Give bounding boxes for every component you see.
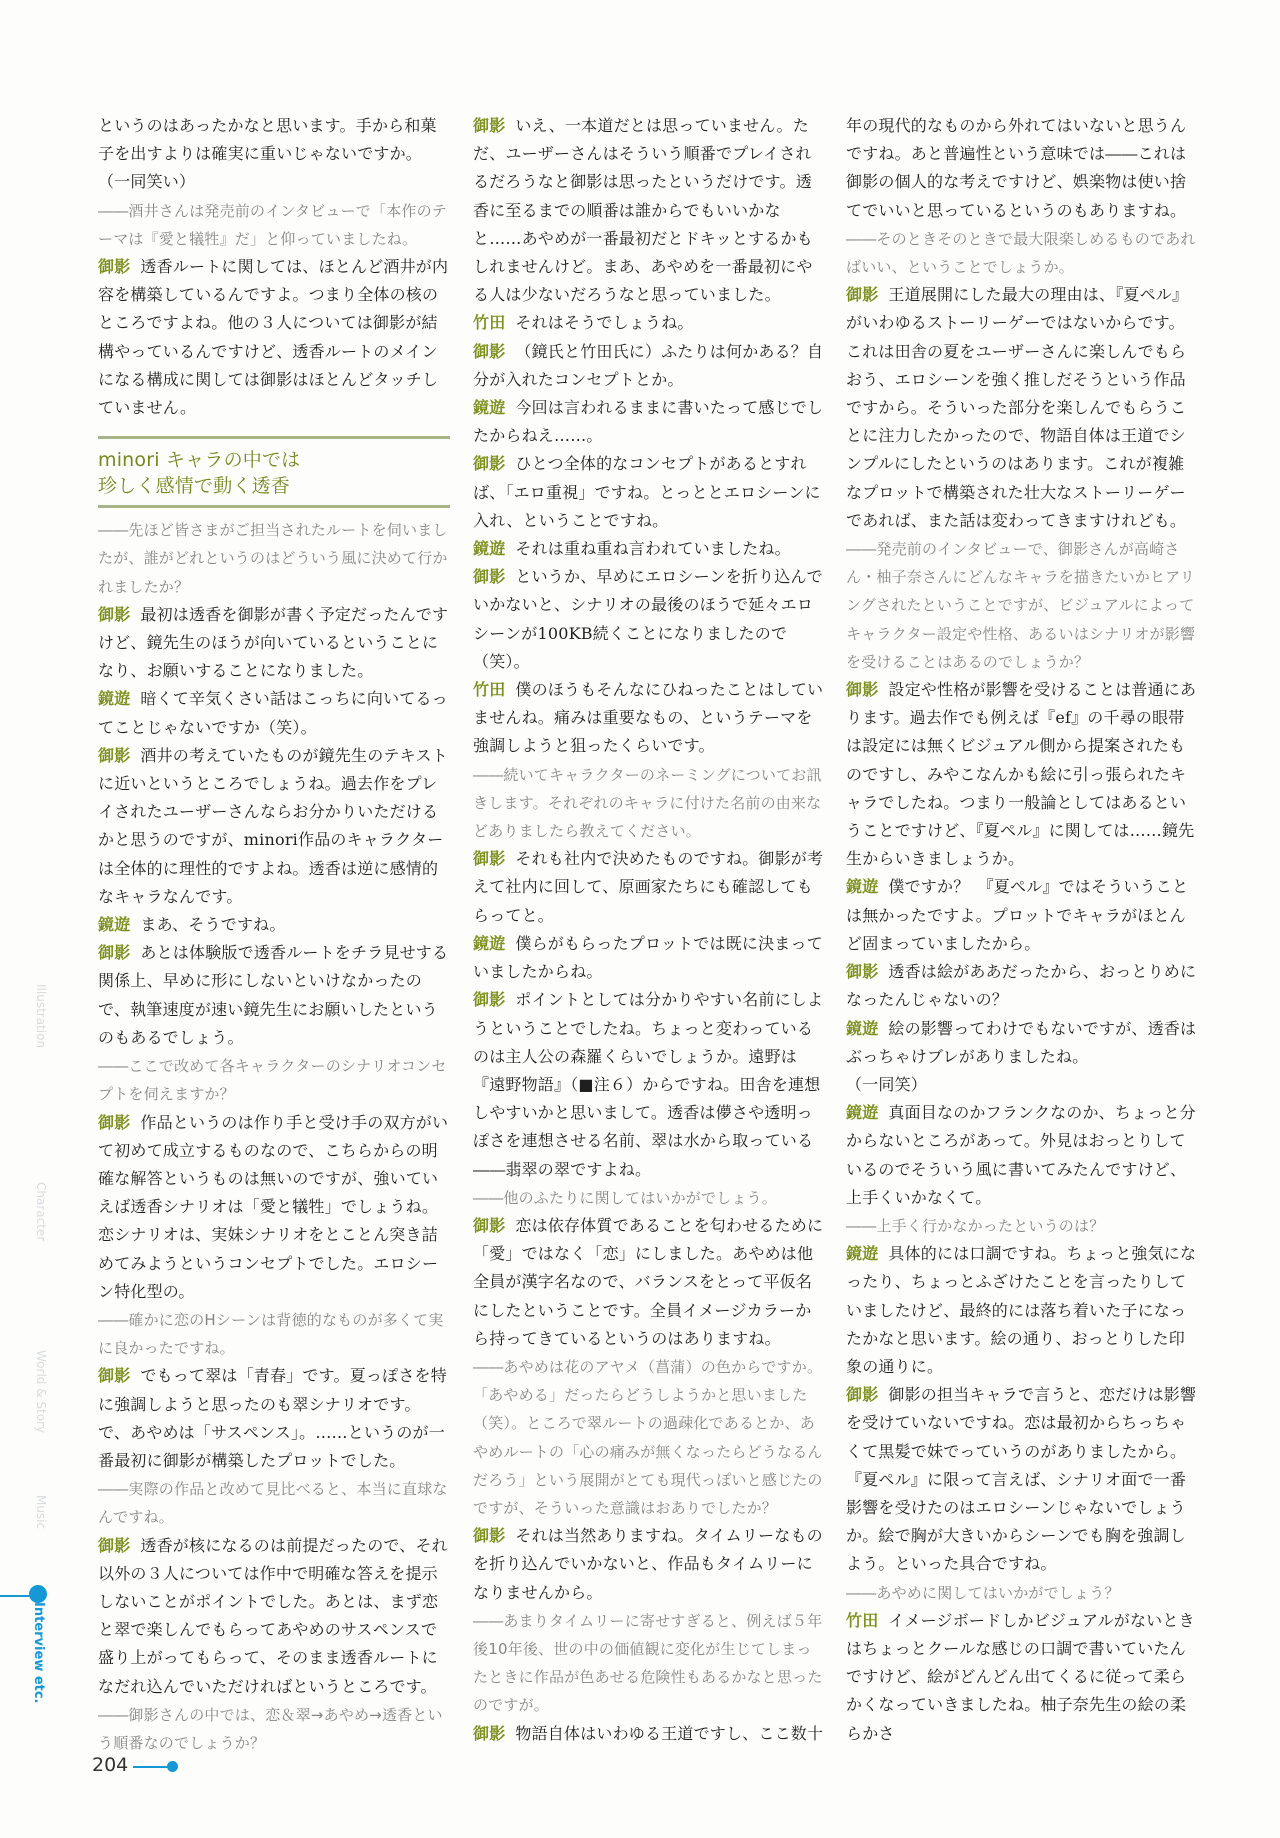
speaker-paragraph: [473, 535, 825, 563]
interviewer-question: ――そのときそのときで最大限楽しめるものであればいい、ということでしょうか。: [846, 229, 1196, 277]
speaker-name: 鏡遊: [846, 1103, 879, 1123]
speaker-text: 僕のほうもそんなにひねったことはしていませんね。痛みは重要なもの、というテーマを強調しようと狙ったくらいです。: [473, 680, 824, 756]
speaker-paragraph: [98, 1362, 450, 1475]
speaker-paragraph: [473, 1212, 825, 1353]
sidebar-active-dot-icon: [29, 1585, 47, 1603]
speaker-paragraph: [473, 676, 825, 761]
speaker-text: イメージボードしかビジュアルがないときはちょっとクールな感じの口調で書いていたんですけど、絵がどんどん出てくるに従って柔らかくなっていきましたね。柚子奈先生の絵の柔らかさ: [846, 1610, 1195, 1743]
speaker-paragraph: [846, 1015, 1198, 1071]
speaker-paragraph: [473, 986, 825, 1183]
interviewer-question: ――実際の作品と改めて見比べると、本当に直球なんですね。: [98, 1480, 448, 1527]
speaker-text: でもって翠は「青春」です。夏っぽさを特に強調しようと思ったのも翠シナリオです。で、あやめは「サスペンス」。……というのが一番最初に御影が構築したプロットでした。: [98, 1366, 447, 1470]
speaker-name: 鏡遊: [846, 877, 879, 897]
speaker-text: ポイントとしては分かりやすい名前にしようということでしたね。ちょっと変わっているのは主人公の森羅くらいでしょうか。遠野は『遠野物語』（■注６）からですね。田舎を連想しやすいかと思いまして。透香は儚さや透明っぽさを連想させる名前、翠は水から取っている――翡翠の翠ですよね。: [473, 990, 824, 1179]
sidebar-tab-world-story[interactable]: World & Story: [34, 1350, 48, 1434]
speaker-text: それは重ね重ね言われていましたね。: [515, 539, 791, 559]
speaker-name: 鏡遊: [98, 915, 131, 935]
speaker-name: 御影: [473, 1215, 506, 1235]
speaker-text: 物語自体はいわゆる王道ですし、ここ数十: [515, 1723, 824, 1743]
interviewer-question: ――他のふたりに関してはいかがでしょう。: [473, 1188, 778, 1207]
speaker-paragraph: [473, 1720, 825, 1748]
speaker-text: 透香ルートに関しては、ほとんど酒井が内容を構築しているんですよ。つまり全体の核のところですよね。他の３人については御影が結構やっているんですけど、透香ルートのメインになる構成に関しては御影はほとんどタッチしていません。: [98, 257, 449, 418]
sidebar-tab-character[interactable]: Character: [34, 1182, 48, 1242]
speaker-text: 僕らがもらったプロットでは既に決まっていましたからね。: [473, 933, 823, 982]
speaker-paragraph: [473, 1522, 825, 1607]
column-middle: [473, 112, 825, 1748]
speaker-name: 竹田: [473, 313, 506, 333]
paragraph: というのはあったかなと思います。手から和菓子を出すよりは確実に重いじゃないですか。: [98, 116, 437, 164]
speaker-paragraph: [473, 338, 825, 394]
section-heading: [98, 436, 450, 508]
speaker-name: 御影: [846, 285, 879, 305]
section-heading-line: 珍しく感情で動く透香: [98, 475, 291, 498]
section-heading-line: minori キャラの中では: [98, 449, 301, 472]
speaker-paragraph: [846, 1099, 1198, 1212]
speaker-name: 御影: [473, 1526, 506, 1546]
speaker-text: それはそうでしょうね。: [515, 313, 694, 333]
speaker-text: 真面目なのかフランクなのか、ちょっと分からないところがあって。外見はおっとりしているのでそういう風に書いてみたんですけど、上手くいかなくて。: [846, 1103, 1196, 1207]
interviewer-question: ――御影さんの中では、恋＆翠→あやめ→透香という順番なのでしょうか？: [98, 1705, 443, 1752]
page-number: 204: [92, 1754, 129, 1776]
column-right: [846, 112, 1198, 1748]
speaker-name: 御影: [98, 1535, 131, 1555]
speaker-name: 御影: [473, 341, 506, 361]
sidebar-active-line: [0, 1595, 32, 1597]
speaker-paragraph: [473, 930, 825, 986]
speaker-name: 御影: [98, 1366, 131, 1386]
interviewer-question: ――あやめは花のアヤメ（菖蒲）の色からですか。「あやめる」だったらどうしようかと思いました（笑）。ところで翠ルートの過疎化であるとか、あやめルートの「心の痛みが無くなったらどうなるんだろう」という展開がとても現代っぽいと感じたのですが、そういった意識はおありでしたか？: [473, 1357, 823, 1517]
speaker-name: 御影: [98, 943, 131, 963]
sidebar-tab-interview[interactable]: Interview etc.: [31, 1602, 46, 1704]
speaker-text: 今回は言われるままに書いたって感じでしたからねえ……。: [473, 398, 824, 446]
speaker-paragraph: [473, 845, 825, 930]
speaker-name: 鏡遊: [473, 933, 506, 953]
interviewer-question: ――続いてキャラクターのネーミングについてお訊きします。それぞれのキャラに付けた名前の由来などありましたら教えてください。: [473, 765, 822, 841]
speaker-paragraph: [98, 253, 450, 422]
speaker-paragraph: [846, 873, 1198, 958]
speaker-text: 絵の影響ってわけでもないですが、透香はぶっちゃけブレがありましたね。: [846, 1018, 1197, 1066]
speaker-paragraph: [473, 309, 825, 337]
speaker-name: 御影: [473, 567, 506, 587]
paragraph: （一同笑い）: [98, 172, 196, 192]
interviewer-question: ――発売前のインタビューで、御影さんが高崎さん・柚子奈さんにどんなキャラを描きたいかヒアリングされたということですが、ビジュアルによってキャラクター設定や性格、あるいはシナリオが影響を受けることはあるのでしょうか？: [846, 540, 1196, 671]
speaker-text: あとは体験版で透香ルートをチラ見せする関係上、早めに形にしないといけなかったので、執筆速度が速い鏡先生にお願いしたというのもあるでしょう。: [98, 943, 449, 1047]
speaker-paragraph: [473, 450, 825, 535]
speaker-name: 御影: [98, 1112, 131, 1132]
speaker-text: 具体的には口調ですね。ちょっと強気になったり、ちょっとふざけたことを言ったりしていましたけど、最終的には落ち着いた子になったかなと思います。絵の通り、おっとりした印象の通りに。: [846, 1244, 1197, 1376]
interviewer-question: ――ここで改めて各キャラクターのシナリオコンセプトを伺えますか？: [98, 1057, 447, 1104]
speaker-name: 御影: [846, 680, 879, 700]
sidebar-tab-music[interactable]: Music: [34, 1495, 48, 1530]
sidebar-tab-illustration[interactable]: Illustration: [34, 984, 48, 1049]
speaker-paragraph: [98, 685, 450, 741]
speaker-name: 御影: [846, 1385, 879, 1405]
speaker-text: 設定や性格が影響を受けることは普通にあります。過去作でも例えば『ef』の千尋の眼帯は設定には無くビジュアル側から提案されたものですし、みやこなんかも絵に引っ張られたキャラでしたね。つまり一般論としてはあるということですけど、『夏ペル』に関しては……鏡先生からいきましょうか。: [846, 680, 1197, 869]
speaker-paragraph: [473, 394, 825, 450]
speaker-text: まあ、そうですね。: [140, 915, 286, 935]
interviewer-question: ――あまりタイムリーに寄せすぎると、例えば５年後10年後、世の中の価値観に変化が生じてしまったときに作品が色あせる危険性もあるかなと思ったのですが。: [473, 1611, 823, 1715]
speaker-name: 鏡遊: [473, 539, 506, 559]
speaker-name: 御影: [98, 604, 131, 624]
speaker-paragraph: [98, 1532, 450, 1701]
speaker-name: 鏡遊: [846, 1018, 879, 1038]
speaker-name: 御影: [473, 1723, 506, 1743]
interviewer-question: ――酒井さんは発売前のインタビューで「本作のテーマは『愛と犠牲』だ」と仰っていましたね。: [98, 201, 448, 248]
column-left: [98, 112, 450, 1757]
interviewer-question: ――あやめに関してはいかがでしょう？: [846, 1583, 1120, 1602]
page-number-line: [133, 1766, 171, 1768]
speaker-text: ひとつ全体的なコンセプトがあるとすれば、「エロ重視」ですね。とっととエロシーンに入れ、ということですね。: [473, 454, 821, 530]
speaker-paragraph: [473, 112, 825, 309]
interviewer-question: ――上手く行かなかったというのは？: [846, 1216, 1105, 1235]
speaker-text: 透香が核になるのは前提だったので、それ以外の３人については作中で明確な答えを提示しないことがポイントでした。あとは、まず恋と翠で楽しんでもらってあやめのサスペンスで盛り上がってもらって、そのまま透香ルートになだれ込んでいただければというところです。: [98, 1535, 448, 1696]
speaker-paragraph: [846, 1381, 1198, 1578]
speaker-text: 暗くて辛気くさい話はこっちに向いてるってことじゃないですか（笑）。: [98, 689, 448, 737]
speaker-paragraph: [98, 939, 450, 1052]
speaker-text: 最初は透香を御影が書く予定だったんですけど、鏡先生のほうが向いているということになり、お願いすることになりました。: [98, 604, 449, 681]
speaker-name: 御影: [98, 257, 131, 277]
speaker-paragraph: [98, 601, 450, 686]
speaker-name: 竹田: [473, 680, 506, 700]
speaker-name: 御影: [846, 962, 879, 982]
speaker-text: 御影の担当キャラで言うと、恋だけは影響を受けていないですね。恋は最初からちっちゃくて黒髪で妹でっていうのがありましたから。『夏ペル』に限って言えば、シナリオ面で一番影響を受けたのはエロシーンじゃないでしょうか。絵で胸が大きいからシーンでも胸を強調しよう。といった具合ですね。: [846, 1385, 1197, 1574]
speaker-name: 鏡遊: [98, 689, 131, 709]
speaker-paragraph: [846, 676, 1198, 873]
speaker-paragraph: [473, 563, 825, 676]
speaker-name: 鏡遊: [846, 1244, 879, 1264]
speaker-paragraph: [98, 1109, 450, 1306]
speaker-text: 作品というのは作り手と受け手の双方がいて初めて成立するものなので、こちらからの明確な解答というものは無いのですが、強いていえば透香シナリオは「愛と犠牲」でしょうね。恋シナリオは、実妹シナリオをとことん突き詰めてみようというコンセプトでした。エロシーン特化型の。: [98, 1112, 449, 1301]
paragraph: 年の現代的なものから外れてはいないと思うんですね。あと普遍性という意味では――これは御影の個人的な考えですけど、娯楽物は使い捨てでいいと思っているというのもありますね。: [846, 116, 1187, 220]
speaker-text: それも社内で決めたものですね。御影が考えて社内に回して、原画家たちにも確認してもらってと。: [473, 849, 824, 925]
speaker-text: それは当然ありますね。タイムリーなものを折り込んでいかないと、作品もタイムリーになりませんから。: [473, 1526, 823, 1602]
speaker-text: 王道展開にした最大の理由は、『夏ペル』がいわゆるストーリーゲーではないからです。これは田舎の夏をユーザーさんに楽しんでもらおう、エロシーンを強く推しだそうという作品ですから。そういった部分を楽しんでもらうことに注力したかったので、物語自体は王道でシンプルにしたというのはあります。これが複雑なプロットで構築された壮大なストーリーゲーであれば、また話は変わってきますけれども。: [846, 285, 1189, 530]
speaker-name: 御影: [473, 849, 506, 869]
speaker-text: 酒井の考えていたものが鏡先生のテキストに近いというところでしょうね。過去作をプレイされたユーザーさんならお分かりいただけるかと思うのですが、minori作品のキャラクターは全体的に理性的ですよね。透香は逆に感情的なキャラなんです。: [98, 745, 448, 906]
speaker-name: 鏡遊: [473, 398, 506, 418]
interviewer-question: ――先ほど皆さまがご担当されたルートを伺いましたが、誰がどれというのはどういう風に決めて行かれましたか？: [98, 521, 448, 596]
speaker-paragraph: [846, 958, 1198, 1014]
speaker-text: （鏡氏と竹田氏に）ふたりは何かある？自分が入れたコンセプトとか。: [473, 341, 824, 389]
speaker-name: 御影: [473, 990, 506, 1010]
speaker-paragraph: [846, 1240, 1198, 1381]
speaker-paragraph: [846, 1607, 1198, 1748]
paragraph: （一同笑）: [846, 1074, 928, 1094]
speaker-name: 御影: [98, 745, 131, 765]
speaker-paragraph: [846, 281, 1198, 535]
speaker-paragraph: [98, 742, 450, 911]
speaker-text: というか、早めにエロシーンを折り込んでいかないと、シナリオの最後のほうで延々エロシーンが100KB続くことになりましたので（笑）。: [473, 567, 823, 671]
speaker-text: 僕ですか？ 『夏ペル』ではそういうことは無かったですよ。プロットでキャラがほとんど固まっていましたから。: [846, 877, 1189, 953]
page-number-dot-icon: [167, 1761, 178, 1772]
speaker-paragraph: [98, 911, 450, 939]
interviewer-question: ――確かに恋のHシーンは背徳的なものが多くて実に良かったですね。: [98, 1310, 444, 1358]
speaker-name: 御影: [473, 454, 506, 474]
speaker-text: いえ、一本道だとは思っていません。ただ、ユーザーさんはそういう順番でプレイされるだろうなと御影は思ったというだけです。透香に至るまでの順番は誰からでもいいかなと……あやめが一番最初だとドキッとするかもしれませんけど。まあ、あやめを一番最初にやる人は少ないだろうなと思っていました。: [473, 116, 813, 305]
speaker-text: 恋は依存体質であることを匂わせるために「愛」ではなく「恋」にしました。あやめは他全員が漢字名なので、バランスをとって平仮名にしたということです。全員イメージカラーから持ってきているというのはありますね。: [473, 1215, 824, 1348]
speaker-name: 竹田: [846, 1610, 879, 1630]
speaker-text: 透香は絵がああだったから、おっとりめになったんじゃないの？: [846, 962, 1197, 1010]
speaker-name: 御影: [473, 116, 506, 135]
